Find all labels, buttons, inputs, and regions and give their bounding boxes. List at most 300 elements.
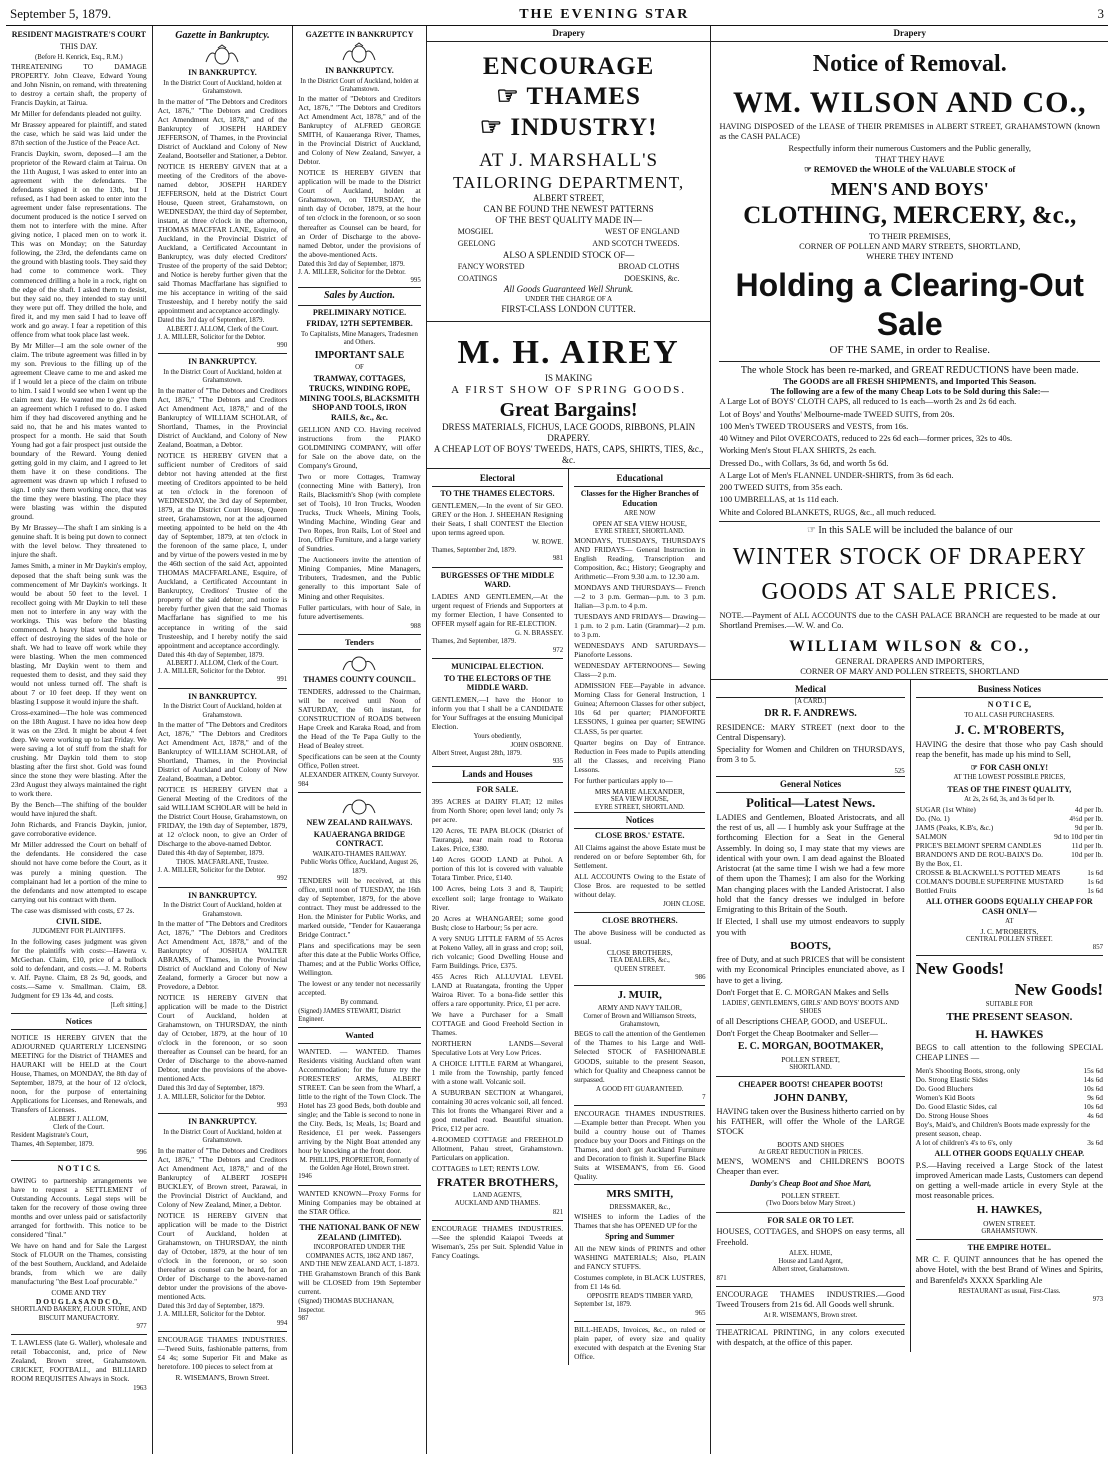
pointing-hand-icon: ☞	[804, 164, 814, 174]
close-estate: CLOSE BROS.' ESTATE.	[595, 831, 685, 841]
dated: Thames, 2nd September, 1879.	[431, 638, 517, 646]
wiseman-addr: R. WISEMAN'S, Brown Street.	[175, 1373, 270, 1383]
dr-name: DR R. F. ANDREWS.	[764, 708, 857, 720]
price-value: 10d per lb.	[1071, 849, 1103, 859]
price-list	[916, 805, 1103, 895]
price-item: Women's Kid Boots	[915, 1092, 975, 1102]
close-bros: CLOSE BROTHERS.	[601, 916, 678, 926]
marshall-street: ALBERT STREET,	[533, 193, 605, 204]
electoral-heading: Electoral	[432, 471, 563, 487]
of: OF	[355, 363, 364, 371]
smith-text: Costumes complete, in BLACK LUSTRES, from £1 14s 6d.	[574, 1273, 706, 1292]
ed-text: WEDNESDAYS AND SATURDAYS— Pianoforte Lessons.	[574, 641, 706, 660]
ad-number: 991	[277, 676, 288, 684]
court-para: Cross-examined—The hole was commenced on the 18th August. I have no idea how deep it was on the 23rd. It might be about 4 feet deep. We were working up to last Friday. We were saving a lot of stuff from the shaft for crushing. Mr Daykin told them to stop blasting after the first shot. Gold was found since the stone they were blasting. After the 23rd August they always maintained the right to work there.	[11, 707, 147, 799]
mcroberts-teas: TEAS OF THE FINEST QUALITY,	[947, 784, 1072, 794]
card: [A CARD.]	[794, 698, 827, 706]
ad-number: 994	[277, 1319, 288, 1327]
ad-number: 987	[298, 1314, 309, 1322]
nzr-railway: WAIKATO-THAMES RAILWAY.	[312, 851, 407, 859]
elect-text: GENTLEMEN,—I have the Honor to inform you that I shall be a CANDIDATE for Your Suffrages at the ensuing Municipal Election.	[431, 695, 564, 732]
notice-text: NOTICE IS HEREBY GIVEN that at a meeting of the Creditors of the above-named debtor, JOSEPH HARDEY JEFFERSON, held at the District Court House, Queen street, Grahamstown, on WEDNESDAY, the third day of September, instant, at three o'clock in the afternoon, THOMAS MACFFAR LANE, Esquire, of Auckland, in the Provincial District of Auckland, a Certificated Accountant in Bankruptcy, was duly elected Creditors' Trustee of the property of the said Debtor; and Notice is hereby further given that the said Thomas Macffarlane has signified to me his acceptance in writing of the said Trusteeship, and I hereby notify the said appointment and acceptance accordingly.	[157, 161, 288, 316]
bankruptcy-head: IN BANKRUPTCY.	[325, 65, 394, 75]
signature: (Signed) THOMAS BUCHANAN, Inspector.	[298, 1298, 394, 1314]
wilson-whole: The whole Stock has been re-marked, and GREAT REDUCTIONS have been made.	[740, 364, 1079, 376]
elect-title: TO THE THAMES ELECTORS.	[440, 488, 555, 498]
price-row	[916, 841, 1103, 850]
tenders-heading: Tenders	[298, 634, 420, 650]
price-item: CROSSE & BLACKWELL'S POTTED MEATS	[915, 867, 1061, 877]
political-text: of all Descriptions CHEAP, GOOD, and USEFUL.	[716, 1016, 888, 1026]
educational-column	[568, 469, 710, 1365]
tender-text: Plans and specifications may be seen after this date at the Public Works Office, Thames; and at the Public Works Office, Wellington.	[298, 941, 421, 978]
lawless-ad: T. LAWLESS (late G. Waller), wholesale and retail Tobacconist, and, price of New Zealand, Brown street, Grahamstown. CRICKET, FOOTBALL, and BILLIARD ROOM REQUISITES Always in Stock.	[11, 1338, 147, 1384]
issue-date: September 5, 1879.	[10, 6, 112, 21]
boots: BOOTS,	[790, 939, 831, 952]
removal-title: Notice of Removal.	[812, 50, 1007, 77]
price-row	[916, 850, 1103, 859]
auction-date: FRIDAY, 12TH SEPTEMBER.	[306, 319, 413, 329]
marshall-also: ALSO A SPLENDID STOCK OF—	[502, 249, 635, 260]
elect-text: LADIES AND GENTLEMEN,—At the urgent request of Friends and Supporters at my former Election, I have Consented to OFFER myself again for RE-ELECTION.	[431, 592, 564, 629]
bankruptcy-head: IN BANKRUPTCY.	[188, 691, 257, 701]
close-sig: TEA DEALERS, &c.,	[609, 957, 670, 965]
ad-number: 972	[552, 646, 564, 654]
mcroberts-addr: CENTRAL POLLEN STREET.	[966, 935, 1053, 943]
theatrical-ad: THEATRICAL PRINTING, in any colors executed with despatch, at the office of this paper.	[716, 1327, 905, 1347]
royal-crest-icon	[339, 653, 379, 673]
price-value: 15s 6d	[1083, 1065, 1103, 1075]
land-item: 140 Acres GOOD LAND at Puhoi. A portion of this lot is covered with valuable Totara Timber. Price, £140.	[431, 855, 564, 883]
bankruptcy-head: IN BANKRUPTCY.	[188, 1117, 257, 1127]
close-text: All Claims against the above Estate must be rendered on or before September 6th, for Settlement.	[574, 843, 706, 871]
political-text: Don't Forget that E. C. MORGAN Makes and Sells	[716, 987, 889, 997]
notice-text: NOTICE IS HEREBY GIVEN that application will be made to the District Court of Auckland, holden at Grahamstown, on THURSDAY, the ninth day of October, 1879, at the hour of ten o'clock in the forenoon, or so soon thereafter as Counsel can be heard, for an Order of Discharge to the above-named Debtor, under the provisions of the above-mentioned Acts.	[298, 168, 421, 259]
court-para: The case was dismissed with costs, £7 2s.	[11, 905, 135, 915]
danby-street: POLLEN STREET.	[781, 1191, 840, 1201]
price-row	[916, 1066, 1103, 1075]
clearing-sale: Holding a Clearing-Out Sale	[735, 267, 1084, 343]
douglas-come: COME AND TRY	[51, 1288, 107, 1298]
signature: M. PHILLIPS, PROPRIETOR, Formerly of the Golden Age Hotel, Brown street.	[299, 1156, 420, 1173]
price-value: 9d per lb.	[1074, 822, 1103, 832]
column-gazette-bankruptcy	[153, 26, 294, 1454]
elect-title: TO THE ELECTORS OF THE MIDDLE WARD.	[443, 673, 551, 693]
solicitor: J. A. MILLER, Solicitor for the Debtor.	[157, 1311, 266, 1319]
smith-addr: OPPOSITE READ'S TIMBER YARD,	[586, 1293, 693, 1301]
empire-hotel: THE EMPIRE HOTEL.	[967, 1243, 1052, 1253]
tender-text: The lowest or any tender not necessarily accepted.	[298, 979, 421, 998]
ad-number: 935	[552, 758, 564, 766]
hume: ALEX. HUME,	[788, 1249, 833, 1257]
smith-text: WISHES to inform the Ladies of the Thames that she has OPENED UP for the	[574, 1212, 706, 1231]
column-wilson-ads	[711, 26, 1108, 1454]
land-item: 120 Acres, TE PAPA BLOCK (District of Tauranga), near main road to Rotorua Lakes. Price, £380.	[431, 826, 564, 854]
important-sale: IMPORTANT SALE	[314, 349, 405, 361]
sale-item: 100 UMBRELLAS, at 1s 11d each.	[719, 495, 839, 505]
price-row	[916, 1120, 1103, 1138]
ed-sig: EYRE STREET, SHORTLAND.	[594, 804, 685, 812]
wilson-name: WM. WILSON AND CO.,	[732, 86, 1087, 120]
price-item: PRICE'S BELMONT SPERM CANDLES	[915, 840, 1042, 850]
ed-text: Quarter begins on Day of Entrance. Reduction in Fees made to Pupils attending all the Classes, and receiving Piano Lessons.	[574, 737, 706, 774]
for-sale-let: FOR SALE OR TO LET.	[767, 1215, 854, 1225]
smith-role: DRESSMAKER, &c.,	[609, 1203, 671, 1211]
matter: In the matter of "The Debtors and Creditors Act, 1876," "The Debtors and Creditors Act Amendment Act, 1878," and of the Bankruptcy of JOSHUA WALTER ABRAMS, of Thames, in the Provincial District of Auckland and Colony of New Zealand, formerly a Grocer but now a Provedore, a Debtor.	[157, 918, 288, 992]
court-before: (Before H. Kenrick, Esq., R.M.)	[35, 53, 123, 61]
ad-number: 996	[136, 1148, 147, 1156]
mcroberts-at: AT	[1005, 918, 1014, 926]
medical-heading: Medical	[716, 682, 904, 698]
signature: Resident Magistrate's Court,	[11, 1132, 89, 1140]
ad-number: 1963	[133, 1385, 147, 1393]
court-para: THREATENING TO DAMAGE PROPERTY. John Cleave, Edward Young and John Nisnin, on remand, with threatening to destroy a certain shaft, the property of Francis Daykin, at Tairua.	[11, 61, 147, 107]
sale-item: Dressed Do., with Collars, 3s 6d, and worth 5s 6d.	[719, 458, 889, 468]
solicitor: J. A. MILLER, Solicitor for the Debtor.	[157, 1093, 266, 1101]
sale-item: A Large Lot of BOYS' CLOTH CAPS, all reduced to 1s each—worth 2s and 2s 6d each.	[719, 397, 1017, 407]
price-item: SUGAR (1st White)	[915, 804, 976, 814]
notices-heading: Notices	[574, 812, 705, 829]
price-value: 14s 6d	[1083, 1074, 1103, 1084]
smith-text: All the NEW kinds of PRINTS and other WASHING MATERIALS; Also, PLAIN and FANCY STUFFS.	[574, 1243, 706, 1271]
ad-number: 821	[552, 1208, 564, 1216]
court-sub: THIS DAY.	[60, 41, 98, 51]
ed-text: MONDAYS, TUESDAYS, THURSDAYS AND FRIDAYS— General Instruction in English Reading, Transcription and Composition, &c.; History; Geography and Arithmetic—From 9.30 a.m. to 12.30 a.m.	[574, 535, 706, 582]
price-row	[916, 1138, 1103, 1147]
wiseman-ad: ENCOURAGE THAMES INDUSTRIES.—See the splendid Kaiapoi Tweeds at Wiseman's, 25s per Suit. Splendid Value in Fancy Coatings.	[431, 1223, 564, 1260]
prelim: PRELIMINARY NOTICE.	[312, 307, 407, 317]
bank-inc: INCORPORATED UNDER THE COMPANIES ACTS, 1862 AND 1867, AND THE NEW ZEALAND ACT, 1-1873.	[299, 1244, 420, 1268]
price-value: 3s 6d	[1087, 1137, 1103, 1147]
dated: Dated this 3rd day of September, 1879.	[157, 1303, 265, 1311]
muir-name: J. MUIR,	[617, 989, 662, 1002]
airey-dress: DRESS MATERIALS, FICHUS, LACE GOODS, RIBBONS, PLAIN DRAPERY.	[442, 421, 696, 443]
nzr-title: NEW ZEALAND RAILWAYS.	[306, 817, 413, 827]
wilson-following: The following are a few of the many Cheap Lots to be Sold during this Sale:—	[770, 387, 1049, 397]
billheads-ad: BILL-HEADS, Invoices, &c., on ruled or plain paper, of every size and quality executed with despatch at the Evening Star Office.	[574, 1324, 706, 1362]
medical-column	[711, 680, 909, 1352]
douglas-notice: We have on hand and for Sale the Largest Stock of FLOUR on the Thames, consisting of the best Southern, Auckland, and Adelaide brands, from which we are daily manufacturing "the Best Loaf procurable."	[11, 1241, 147, 1287]
pointing-hand-icon: ☞	[479, 113, 511, 141]
ed-text: TUESDAYS AND FRIDAYS— Drawing—1 p.m. to 2 p.m. Latin (Grammar)—2 p.m. to 3 p.m.	[574, 612, 706, 640]
price-row	[916, 886, 1103, 895]
hawkes-name: H. HAWKES	[975, 1026, 1044, 1041]
drapery-heading: Drapery	[427, 26, 711, 42]
wilson-clothing: CLOTHING, MERCERY, &c.,	[743, 202, 1077, 230]
political-text: LADIES and Gentlemen, Bloated Aristocrats, and all the rest of us, all — I humbly ask your Suffrage at the forthcoming Election for a Seat in the General Assembly. In doing so, I may state that my views are identical with your own. I am dead against the Bloated Aristocrat (at the same time I wish we had a few more of them upon the Thames); I am also for the Working Man changing places with the Landed Aristocrat. I also hold that the fancy dresses we indulged in before Emigrating to this Britain of the South.	[716, 812, 905, 915]
signature: JOHN OSBORNE.	[510, 741, 564, 749]
tender-text: TENDERS will be received, at this office, until noon of TUESDAY, the 16th day of September, 1879, for the above contract. They must be addressed to the Hon. the Minister for Public Works, and marked outside, "Tender for Kauaeranga Bridge Contract."	[298, 875, 421, 940]
matter: In the matter of "Debtors and Creditors Act, 1876," "The Debtors and Creditors Act Amendment Act, 1878," and of the Bankruptcy of ALFRED GEORGE SMITH, of Kauaeranga River, Thames, in the Provincial District of Auckland, and Colony of New Zealand, Sawyer, a Debtor.	[298, 94, 421, 167]
column-drapery-ads	[427, 26, 712, 1454]
royal-crest-icon	[339, 42, 379, 64]
frater-role: LAND AGENTS,	[473, 1192, 522, 1200]
command: By command.	[340, 999, 379, 1007]
gazette-title: GAZETTE IN BANKRUPTCY	[305, 30, 414, 39]
ad-number: 871	[716, 1274, 727, 1282]
restaurant: RESTAURANT as usual, First-Class.	[958, 1287, 1061, 1295]
land-item: COTTAGES to LET; RENTS LOW.	[431, 1164, 540, 1174]
mcroberts-cash: ☞ FOR CASH ONLY!	[970, 762, 1048, 772]
elect-text: GENTLEMEN,—In the event of Sir GEO. GREY or the Hon. J. SHEEHAN Resigning their Seats, I shall CONTEST the Election upon terms agreed upon.	[431, 500, 564, 537]
ad-number: 1946	[298, 1173, 312, 1181]
pointing-hand-icon: ☞	[806, 524, 819, 536]
elect-title: MUNICIPAL ELECTION.	[451, 661, 544, 671]
court-title: RESIDENT MAGISTRATE'S COURT	[11, 30, 146, 39]
dated: Dated this 3rd day of September, 1879.	[157, 1085, 265, 1093]
signature: ALBERT J. ALLOM,	[49, 1115, 109, 1123]
notice-text: NOTICE IS HEREBY GIVEN that application will be made to the District Court of Auckland, holden at Grahamstown, on THURSDAY, the ninth day of October, 1879, at the hour of 10 o'clock in the forenoon, or so soon thereafter as Counsel can be heard, for an Order of Discharge to the above-named Debtor, under the provisions of the above-mentioned Acts.	[157, 993, 288, 1084]
ed-sig: SEA VIEW HOUSE,	[610, 795, 669, 803]
column-auctions-tenders	[293, 26, 426, 1454]
price-row	[916, 1111, 1103, 1120]
wanted-ad: WANTED KNOWN—Proxy Forms for Mining Companies may be obtained at the STAR Office.	[298, 1188, 421, 1216]
price-value: 1s 6d	[1087, 876, 1103, 886]
signature: (Signed) JAMES STEWART, District Engineer.	[298, 1007, 401, 1023]
court-para: Mr Miller for defendants pleaded not guilty.	[11, 108, 142, 118]
price-row	[916, 814, 1103, 823]
price-item: Do. (No. 1)	[915, 813, 950, 823]
price-row	[916, 1075, 1103, 1084]
price-row	[916, 832, 1103, 841]
price-item: JAMS (Peaks, K.B's, &c.)	[915, 822, 994, 832]
price-row	[916, 823, 1103, 832]
frater-place: AUCKLAND AND THAMES.	[454, 1200, 541, 1208]
land-item: NORTHERN LANDS—Several Speculative Lots at Very Low Prices.	[431, 1038, 564, 1058]
hawkes-text: BEGS to call attention to the following SPECIAL CHEAP LINES —	[915, 1043, 1103, 1063]
hawkes-town: GRAHAMSTOWN.	[981, 1228, 1038, 1236]
price-value: 10s 6d	[1083, 1083, 1103, 1093]
sale-item: Lot of Boys' and Youths' Melbourne-made TWEED SUITS, from 20s.	[719, 409, 955, 419]
sale-item: 100 Men's TWEED TROUSERS and VESTS, from 16s.	[719, 421, 909, 431]
season: THE PRESENT SEASON.	[946, 1011, 1073, 1024]
price-item: By the Box, £1.	[915, 858, 963, 868]
new-goods-2: New Goods!	[1014, 980, 1103, 1000]
signature: ALBERT J. ALLOM, Clerk of the Court.	[166, 659, 279, 667]
morgan-name: E. C. MORGAN, BOOTMAKER,	[737, 1041, 884, 1053]
wiseman-ad: ENCOURAGE THAMES INDUSTRIES.—Example better than Precept. When you build a country house out of Thames produce buy your Doors and Fittings on the Thames, and don't get Auckland Furniture and Decoration to finish it. Superfine Black Suits at WISEMAN'S, from £6. Good Quality.	[574, 1109, 706, 1182]
dated: Dated this 4th day of September, 1879.	[157, 850, 264, 858]
ed-are: ARE NOW	[624, 510, 656, 518]
ad-number: 995	[410, 277, 421, 285]
dr-text: RESIDENCE: MARY STREET (next door to the Central Dispensary).	[716, 722, 905, 742]
marshall-cutter: FIRST-CLASS LONDON CUTTER.	[501, 303, 636, 314]
ad-number: 965	[695, 1309, 706, 1317]
court-para: By Mr Miller—I am the sole owner of the claim. The tribute agreement was filled in by my son. Previous to the filling up of the agreement Cleave came to me and asked me if I would let a piece of the claim on tribute to him. I said I would see when I went up the claim next day. He wanted me to give them an agreement which I refused to do. I asked him if they had discovered anything and he said no, that he and his mates wanted to prospect for a month. He said that South Young had got a fair prospect just outside the boundary of the Reward. Young denied getting gold in my claim, and I agreed to let them have it on these conditions. The agreement was drawn up which I refused to sign. I only saw them working once, that was the time they were blasting. The place they were blasting was within the disputed ground.	[11, 340, 147, 522]
ed-text: MONDAYS AND THURSDAYS— French—2 to 3 p.m. German—p.m. to 3 p.m. Italian—3 p.m. to 4 p.m.	[574, 583, 706, 611]
court-para: Mr Brassey appeared for plaintiff, and stated the case, which he said was laid under the 87th section of the Justice of the Peace Act.	[11, 119, 147, 148]
hawkes-sig: H. HAWKES,	[976, 1203, 1042, 1216]
land-item: 4-ROOMED COTTAGE and FREEHOLD Allotment, Pahau street, Grahamstown. Particulars on application.	[431, 1135, 564, 1163]
muir-fit: A GOOD FIT GUARANTEED.	[596, 1085, 684, 1093]
land-item: 455 Acres Rich ALLUVIAL LEVEL LAND at Ruatangata, fronting the Upper Wairoa River. To a bona-fide settler this offers a rare opportunity. Price, £1 per acre.	[431, 971, 564, 1008]
elect-title: BURGESSES OF THE MIDDLE WARD.	[440, 570, 555, 590]
price-row	[916, 805, 1103, 814]
court-para: James Smith, a miner in Mr Daykin's employ, deposed that the shaft being sunk was the commencement of Mr Daykin's workings. It would be about 50 feet to the level. I recollect going with Mr Daykin to tell these men not to interfere in any way with the workings. This was before the blasting commenced. A heavy blast would have the effect of destroying the sides of the hole or shaft. We had to leave off work while they were blasting. When the men commenced blasting, Mr Daykin went to them and requested them to desist, and they said they would not unless turned off. The shaft is about 7 or 10 feet deep. If they went on blasting I suppose it would injure the shaft.	[11, 561, 147, 706]
morgan-addr: SHORTLAND.	[789, 1064, 832, 1072]
price-item: Men's Shooting Boots, strong, only	[915, 1065, 1021, 1075]
wilson-note: NOTE.—Payment of ALL ACCOUNTS due to the CASH PALACE BRANCH are requested to be made at our Shortland Premises.—W. W. and Co.	[719, 610, 1100, 630]
business-heading: Business Notices	[916, 682, 1103, 698]
matter: In the matter of "The Debtors and Creditors Act, 1876," "The Debtors and Creditors Act Amendment Act, 1878," and of the Bankruptcy of JOSEPH HARDEY JEFFERSON, of Thames, in the Provincial District of Auckland and Colony of New Zealand, Bootseller and Stationer, a Debtor.	[157, 96, 288, 160]
wiseman-addr: At R. WISEMAN'S, Brown street.	[763, 1312, 858, 1320]
airey-bargains: Great Bargains!	[499, 398, 638, 421]
industry-headline: ☞ INDUSTRY!	[479, 113, 658, 141]
royal-crest-icon	[202, 44, 242, 66]
hume: House and Land Agent,	[778, 1258, 843, 1266]
sale-items: TRAMWAY, COTTAGES, TRUCKS, WINDING ROPE, MINING TOOLS, BLACKSMITH SHOP AND TOOLS, IRON RAILS, &c., &c.	[299, 374, 420, 423]
price-item: SALMON	[915, 831, 947, 841]
danby-text: MEN'S, WOMEN'S and CHILDREN'S BOOTS Cheaper than ever.	[716, 1156, 905, 1177]
sale-item: White and Colored BLANKETS, RUGS, &c., all much reduced.	[719, 507, 937, 517]
masthead	[6, 6, 1108, 26]
price-row	[916, 1102, 1103, 1111]
price-row	[916, 1093, 1103, 1102]
bn-notice: N O T I C E,	[987, 700, 1031, 710]
wanted-ad: WANTED. — WANTED. Thames Residents visiting Auckland often want Accommodation; for the future try the FORESTERS' ARMS, ALBERT STREET. Can be seen from the Wharf, a little to the right of the Town Clock. The Hotel has 23 good Beds, both double and single; and the Table is second to none in the City. Beds, 1s; Meals, 1s; Board and Residence, £1 per week. Passengers arriving by the Night Boat attended any hour by knocking at the front door.	[298, 1046, 421, 1155]
signature: ALEXANDER AITKEN, County Surveyor.	[299, 772, 420, 780]
bankruptcy-head: IN BANKRUPTCY.	[188, 890, 257, 900]
price-row	[916, 877, 1103, 886]
bankruptcy-head: IN BANKRUPTCY.	[188, 68, 257, 78]
danby-mart: Danby's Cheap Boot and Shoe Mart,	[749, 1179, 872, 1189]
price-value: 9d to 10d per tin	[1054, 831, 1103, 841]
court-line: In the District Court of Auckland, holden at Grahamstown.	[300, 77, 419, 93]
hawkes-street: OWEN STREET.	[983, 1219, 1036, 1229]
price-item: Do. Strong House Shoes	[915, 1110, 989, 1120]
ed-sig: MRS MARIE ALEXANDER,	[594, 786, 685, 796]
danby-reduction: At GREAT REDUCTION in PRICES.	[758, 1148, 863, 1156]
signature: ALBERT J. ALLOM, Clerk of the Court.	[166, 325, 279, 333]
marshall-under: UNDER THE CHARGE OF A	[525, 295, 613, 304]
price-item: COLMAN'S DOUBLE SUPERFINE MUSTARD	[915, 876, 1064, 886]
notice-text: NOTICE IS HEREBY GIVEN that a sufficient number of Creditors of said debtor not having attended at the first meeting of Creditors appointed to be held at ten o'clock in the forenoon of WEDNESDAY, the 3rd day of September, 1879, at the District Court House, Queen street, Grahamstown, nor at the adjourned meeting appointed to be held on the 4th day of September, 1879, at ten o'clock in the forenoon of the same place, I, under and by virtue of the powers vested in me by the 46th section of the said Act, appointed THOMAS MACFFARLANE, Esquire, of Auckland, a Certificated Accountant in Bankruptcy, Creditors' Trustee of the property of the said debtor; and notice is hereby further given that the said Thomas Macffarlane has signified to me his acceptance in writing of the said Trusteeship, and I hereby notify the said appointment and acceptance accordingly.	[157, 450, 288, 650]
land-item: A SUBURBAN SECTION at Whangarei, containing 30 acres volcanic soil, all fenced. This lot fronts the Whangarei River and a good metalled road. Beautiful situation. Price, £12 per acre.	[431, 1088, 564, 1134]
column-court-report	[6, 26, 153, 1454]
pointing-hand-icon: ☞	[970, 762, 980, 772]
wanted-heading: Wanted	[298, 1027, 420, 1043]
muir-addr: Corner of Brown and Williamson Streets, Grahamstown,	[583, 1012, 697, 1029]
wilson-text: HAVING DISPOSED of the LEASE of THEIR PREMISES in ALBERT STREET, GRAHAMSTOWN (known as the CASH PALACE)	[719, 121, 1100, 142]
judgment-head: JUDGMENT FOR PLAINTIFFS.	[32, 928, 126, 936]
hume: Albert street, Grahamstown.	[772, 1266, 850, 1274]
douglas-addr: SHORTLAND BAKERY, FLOUR STORE, AND BISCUIT MANUFACTORY.	[11, 1306, 147, 1322]
fabric-row: GEELONG AND SCOTCH TWEEDS.	[457, 239, 680, 249]
gazette-title: Gazette in Bankruptcy.	[175, 30, 270, 41]
ed-title: Classes for the Higher Branches of Education	[580, 488, 699, 508]
wilson-sig: WILLIAM WILSON & CO.,	[789, 638, 1031, 656]
matter: In the matter of "The Debtors and Creditors Act, 1876," "The Debtors and Creditors Act Amendment Act, 1878," and of the Bankruptcy of WILLIAM SCHOLAR, of Shortland, Thames, in the Provincial District of Auckland, and Colony of New Zealand, Boatman, a Debtor.	[157, 385, 288, 449]
hawkes-text: P.S.—Having received a Large Stock of the latest improved American made Lasts, Customers can depend on getting a well-made article in every Style at the most reasonable prices.	[915, 1160, 1103, 1201]
lands-heading: Lands and Houses	[432, 766, 563, 783]
wilson-removed: ☞ REMOVED the WHOLE of the VALUABLE STOCK of	[804, 164, 1016, 174]
fabric-row: MOSGIEL WEST OF ENGLAND	[457, 227, 680, 237]
wiseman-ad: ENCOURAGE THAMES INDUSTRIES.—Good Tweed Trousers from 21s 6d. All Goods well shrunk.	[716, 1289, 905, 1310]
auction-text: Two or more Cottages, Tramway (connecting Mine with Battery), Iron Rails, Blacksmith's Shop (with complete set of Tools), 10 Iron Trucks, Wooden Trucks, Truck Wheels, Mining Tools, Winding Machine, Winding Gear and Two Ropes, Iron Rails, Lot of Steel and Iron, Office Furniture, and a large variety of Sundries.	[298, 472, 421, 554]
page-number: 3	[1097, 6, 1104, 21]
hawkes-list	[916, 1066, 1103, 1147]
hawkes-all: ALL OTHER GOODS EQUALLY CHEAP.	[934, 1148, 1085, 1158]
royal-crest-icon	[339, 796, 379, 816]
land-item: We have a Purchaser for a Small COTTAGE and Good Freehold Section in Thames.	[431, 1009, 564, 1037]
airey-cheap: A CHEAP LOT OF BOYS' TWEEDS, HATS, CAPS, SHIRTS, TIES, &c., &c.	[433, 443, 704, 465]
court-para: Mr Miller addressed the Court on behalf of the defendants. He considered the case should not have come before the Court, as it was purely a mining question. The complainant had let a portion of the mine to the defendants and now attempted to escape carrying out his contract with them.	[11, 840, 147, 904]
morgan-addr: POLLEN STREET,	[781, 1055, 840, 1065]
ad-number: 990	[277, 342, 288, 350]
court-para: Francis Daykin, sworn, deposed—I am the proprietor of the Reward claim at Tairua. On the 11th August, I was asked to enter into an agreement with the defendants. The defendants signed it on the 13th, but I refused, as I had been asked to enter into the agreement under false representations. The document produced is the notice I served on them not to interfere with the mine. After giving notice, I placed men on to work it. This was on Monday; on the Saturday following, the 23rd, the defendants came on the ground with blasting tools. They said they had come to commence work. They commenced drilling a hole in a rock, right on the edge of the shaft. I asked them to desist, but they said no, they intended to stay until they were put off. They drilled the hole, and fired it, and my men said I had to leave off work and go away. I fear a repetition of this offence from what took place last week.	[11, 149, 147, 339]
price-row	[916, 859, 1103, 868]
electoral-educational	[427, 468, 711, 1365]
ad-number: 988	[410, 622, 421, 630]
wilson-resp: Respectfully inform their numerous Customers and the Public generally,	[788, 144, 1031, 154]
dated: Dated this 4th day of September, 1879.	[157, 651, 264, 659]
mcroberts-lowest: AT THE LOWEST POSSIBLE PRICES,	[953, 774, 1066, 782]
ed-text: ADMISSION FEE—Payable in advance. Morning Class for General Instruction, 1 Guinea; Afternoon Classes for other subject, 10s 6d per quarter; PIANOFORTE LESSONS, 1 guinea per quarter; SEWING CLASS, 5s per quarter.	[574, 681, 706, 736]
nzr-contract: KAUAERANGA BRIDGE CONTRACT.	[313, 829, 406, 849]
tailoring-dept: TAILORING DEPARTMENT,	[453, 172, 685, 192]
tender-text: Specifications can be seen at the County Office, Pollen street.	[298, 752, 421, 771]
dated: Dated this 3rd day of September, 1879.	[157, 317, 265, 325]
signature: G. N. BRASSEY.	[515, 630, 564, 638]
bank-title: THE NATIONAL BANK OF NEW ZEALAND (LIMITED).	[299, 1222, 420, 1242]
political-text: If Elected, I shall use my utmost endeavors to supply you with	[716, 917, 905, 937]
columns	[6, 26, 1108, 1454]
auction-heading: Sales by Auction.	[298, 287, 420, 305]
court-para: In the following cases judgment was given for the plaintiffs with costs:—Hawera v. McGechan. Claim, £10, price of a bullock sold to defendant, and costs.—J. M. Roberts v. Alf. Payne. Claim, £8 2s 9d, goods, and costs.—Same v. Smallman. Claim, £8. Judgment for £9 13s 4d, and costs.	[11, 936, 147, 1000]
court-line: In the District Court of Auckland, holden at Grahamstown.	[163, 369, 282, 385]
civil-side: CIVIL SIDE.	[56, 916, 102, 926]
court-para: John Richards, and Francis Daykin, junior, gave corroborative evidence.	[11, 820, 147, 839]
fabric-row: FANCY WORSTED BROAD CLOTHS	[457, 261, 680, 271]
price-item: Do. Good Bluchers	[915, 1083, 973, 1093]
wilson-goods: The GOODS are all FRESH SHIPMENTS, and Imported This Season.	[783, 376, 1037, 386]
marshall-best: OF THE BEST QUALITY MADE IN—	[495, 215, 642, 226]
suitable: SUITABLE FOR	[985, 1000, 1033, 1008]
airey-name: M. H. AIREY	[457, 333, 680, 371]
notice-text: NOTICE IS HEREBY GIVEN that application will be made to the District Court of Auckland, holden at Grahamstown, on THURSDAY, the ninth day of October, 1879, at the hour of ten o'clock in the forenoon, or so soon thereafter as counsel can be heard, for an Order of Discharge to the above-named debtor under the provisions of the above-mentioned Acts.	[157, 1210, 288, 1302]
ad-number: 992	[277, 875, 288, 883]
political-text: free of Duty, and at such PRICES that will be consistent with my Economical Principles enunciated above, as I have to get a living.	[716, 955, 905, 985]
ed-open: OPEN AT SEA VIEW HOUSE,	[592, 518, 687, 528]
houses-text: HOUSES, COTTAGES, and SHOPS on easy terms, all Freehold.	[716, 1227, 905, 1247]
political-text: Don't Forget the Cheap Bootmaker and Seller—	[716, 1029, 878, 1038]
price-item: Do. Good Elastic Sides, cal	[915, 1101, 997, 1111]
signature: THOS. MACFARLANE, Trustee.	[176, 858, 269, 866]
wilson-corner2: CORNER OF MARY AND POLLEN STREETS, SHORTLAND	[800, 666, 1020, 676]
ad-number: 7	[702, 1093, 706, 1101]
wilson-inthis: ☞ In this SALE will be included the balance of our	[806, 524, 1013, 536]
court-line: In the District Court of Auckland, holden at Grahamstown.	[163, 703, 282, 719]
left-sitting: [Left sitting.]	[110, 1001, 147, 1009]
airey-first: A FIRST SHOW OF SPRING GOODS.	[451, 384, 687, 397]
airey-making: IS MAKING	[544, 373, 593, 384]
sale-item: 200 TWEED SUITS, from 35s each.	[719, 483, 843, 493]
ad-number: 993	[277, 1102, 288, 1110]
fabric-row: COATINGS DOESKINS, &c.	[457, 273, 680, 283]
muir-role: ARMY AND NAVY TAILOR,	[597, 1004, 682, 1012]
yours: Yours obediently,	[473, 733, 522, 741]
signature: W. ROWE.	[532, 538, 564, 546]
ad-number: 857	[1092, 944, 1103, 952]
signature: Thames, 4th September, 1879.	[11, 1140, 94, 1148]
notices-heading: Notices	[11, 1013, 147, 1029]
marshall-guarantee: All Goods Guaranteed Well Shrunk.	[503, 284, 634, 295]
matter: In the matter of "The Debtors and Creditors Act, 1876," "The Debtors and Creditors Act Amendment Act, 1878," and of the Bankruptcy of WILLIAM SCHOLAR, of Shortland, Thames, in the Provincial District of Auckland and Colony of New Zealand, Boatman, a Debtor.	[157, 720, 288, 784]
empire-text: MR C. F. QUINT announces that he has opened the above Hotel, with the best Brand of Wines and Spirits, and Barenfeld's XXXX Sparkling Ale	[915, 1255, 1103, 1285]
solicitor: J. A. MILLER, Solicitor for the Debtor.	[157, 867, 266, 875]
wilson-mens: MEN'S AND BOYS'	[830, 179, 989, 200]
drapery-heading: Drapery	[711, 26, 1108, 42]
